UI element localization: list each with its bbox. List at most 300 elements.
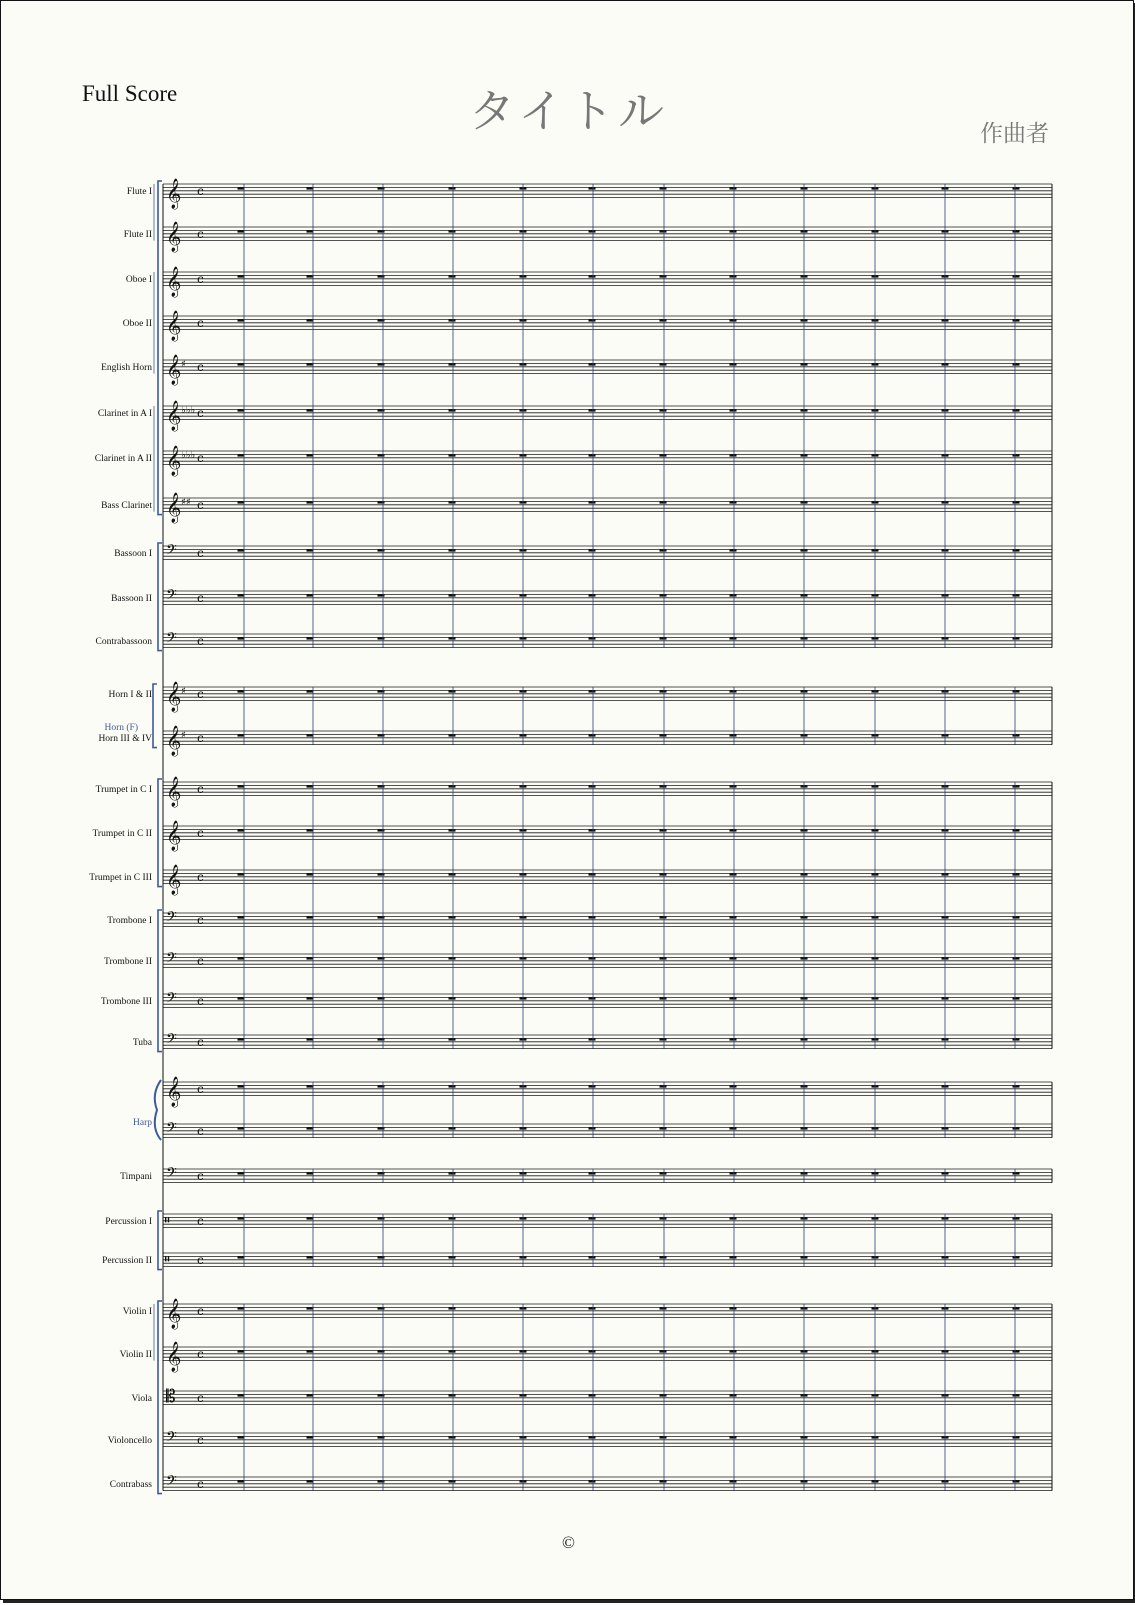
whole-rest: [378, 873, 385, 875]
staff-trumpet-in-c-i: [96, 776, 1052, 808]
whole-rest: [589, 637, 596, 639]
instrument-name: Trombone III: [100, 997, 152, 1007]
whole-rest: [1013, 319, 1020, 321]
whole-rest: [449, 1350, 456, 1352]
whole-rest: [378, 501, 385, 503]
whole-rest: [378, 1256, 385, 1258]
whole-rest: [238, 501, 245, 503]
harp-brace: [155, 1080, 161, 1140]
whole-rest: [660, 1256, 667, 1258]
whole-rest: [307, 1350, 314, 1352]
whole-rest: [589, 829, 596, 831]
whole-rest: [1013, 637, 1020, 639]
time-signature: c: [197, 1253, 204, 1267]
whole-rest: [1013, 409, 1020, 411]
group-bracket: [158, 1211, 162, 1270]
whole-rest: [589, 230, 596, 232]
whole-rest: [449, 916, 456, 918]
time-signature: c: [197, 1477, 204, 1491]
whole-rest: [378, 1127, 385, 1129]
whole-rest: [449, 230, 456, 232]
whole-rest: [238, 1256, 245, 1258]
whole-rest: [238, 690, 245, 692]
group-bracket: [158, 181, 162, 515]
whole-rest: [660, 873, 667, 875]
whole-rest: [660, 916, 667, 918]
whole-rest: [660, 319, 667, 321]
whole-rest: [238, 1350, 245, 1352]
whole-rest: [730, 409, 737, 411]
whole-rest: [307, 230, 314, 232]
time-signature: c: [197, 227, 204, 241]
whole-rest: [1013, 785, 1020, 787]
whole-rest: [730, 594, 737, 596]
staff-timpani: [120, 1165, 1052, 1185]
whole-rest: [378, 1172, 385, 1174]
treble-clef-icon: 𝄞: [166, 493, 182, 523]
staff-tuba: [133, 1031, 1052, 1051]
staff-trombone-iii: [101, 990, 1052, 1010]
whole-rest: [730, 1436, 737, 1438]
treble-clef-icon: 𝄞: [166, 446, 182, 476]
whole-rest: [730, 319, 737, 321]
whole-rest: [589, 1394, 596, 1396]
whole-rest: [449, 409, 456, 411]
whole-rest: [378, 230, 385, 232]
whole-rest: [238, 1307, 245, 1309]
whole-rest: [730, 1480, 737, 1482]
bass-clef-icon: 𝄢: [166, 1429, 177, 1449]
whole-rest: [449, 1217, 456, 1219]
whole-rest: [730, 957, 737, 959]
whole-rest: [378, 785, 385, 787]
whole-rest: [730, 829, 737, 831]
whole-rest: [589, 1127, 596, 1129]
treble-clef-icon: 𝄞: [166, 222, 182, 252]
whole-rest: [238, 957, 245, 959]
whole-rest: [307, 501, 314, 503]
whole-rest: [660, 594, 667, 596]
whole-rest: [589, 319, 596, 321]
whole-rest: [660, 997, 667, 999]
whole-rest: [660, 1350, 667, 1352]
whole-rest: [589, 275, 596, 277]
whole-rest: [238, 319, 245, 321]
whole-rest: [449, 690, 456, 692]
whole-rest: [730, 230, 737, 232]
whole-rest: [449, 1085, 456, 1087]
whole-rest: [378, 275, 385, 277]
whole-rest: [660, 1480, 667, 1482]
whole-rest: [449, 734, 456, 736]
whole-rest: [378, 1436, 385, 1438]
whole-rest: [660, 690, 667, 692]
whole-rest: [660, 1085, 667, 1087]
whole-rest: [378, 594, 385, 596]
time-signature: c: [197, 498, 204, 512]
whole-rest: [307, 594, 314, 596]
whole-rest: [660, 1307, 667, 1309]
time-signature: c: [197, 634, 204, 648]
bass-clef-icon: 𝄢: [166, 630, 177, 650]
whole-rest: [730, 1350, 737, 1352]
whole-rest: [238, 1172, 245, 1174]
whole-rest: [589, 785, 596, 787]
whole-rest: [730, 916, 737, 918]
whole-rest: [1013, 1350, 1020, 1352]
whole-rest: [378, 319, 385, 321]
time-signature: c: [197, 782, 204, 796]
whole-rest: [1013, 454, 1020, 456]
staff-contrabass: [110, 1473, 1052, 1493]
whole-rest: [589, 501, 596, 503]
instrument-name: Oboe I: [125, 275, 152, 285]
whole-rest: [1013, 1127, 1020, 1129]
time-signature: c: [197, 1304, 204, 1318]
whole-rest: [1013, 734, 1020, 736]
time-signature: c: [197, 1082, 204, 1096]
whole-rest: [307, 873, 314, 875]
whole-rest: [307, 319, 314, 321]
whole-rest: [449, 785, 456, 787]
whole-rest: [307, 363, 314, 365]
whole-rest: [378, 916, 385, 918]
whole-rest: [589, 1350, 596, 1352]
treble-clef-icon: 𝄞: [166, 1299, 182, 1329]
whole-rest: [730, 690, 737, 692]
staff-clarinet-in-a-i: [98, 400, 1052, 432]
whole-rest: [660, 409, 667, 411]
whole-rest: [449, 829, 456, 831]
time-signature: c: [197, 591, 204, 605]
whole-rest: [1013, 957, 1020, 959]
whole-rest: [449, 594, 456, 596]
whole-rest: [449, 1172, 456, 1174]
whole-rest: [730, 997, 737, 999]
whole-rest: [730, 363, 737, 365]
whole-rest: [307, 549, 314, 551]
whole-rest: [238, 1085, 245, 1087]
group-bracket: [153, 684, 157, 748]
instrument-name: Percussion II: [102, 1256, 152, 1266]
whole-rest: [1013, 594, 1020, 596]
instrument-name: Viola: [131, 1394, 152, 1404]
whole-rest: [730, 1172, 737, 1174]
whole-rest: [449, 1307, 456, 1309]
whole-rest: [307, 1085, 314, 1087]
staff-flute-ii: [124, 221, 1052, 253]
staff-trombone-i: [107, 909, 1052, 929]
whole-rest: [660, 829, 667, 831]
whole-rest: [449, 319, 456, 321]
key-signature: ♯♯: [181, 497, 191, 508]
whole-rest: [238, 1127, 245, 1129]
key-signature: ♭♭♭: [181, 405, 196, 416]
whole-rest: [1013, 1307, 1020, 1309]
whole-rest: [378, 454, 385, 456]
treble-clef-icon: 𝄞: [166, 726, 182, 756]
time-signature: c: [197, 1169, 204, 1183]
whole-rest: [660, 1217, 667, 1219]
whole-rest: [589, 409, 596, 411]
whole-rest: [449, 873, 456, 875]
whole-rest: [730, 637, 737, 639]
whole-rest: [730, 1085, 737, 1087]
whole-rest: [660, 187, 667, 189]
instrument-name: Flute I: [126, 187, 152, 197]
instrument-name: Contrabassoon: [95, 637, 152, 647]
whole-rest: [449, 1256, 456, 1258]
bass-clef-icon: 𝄢: [166, 950, 177, 970]
whole-rest: [660, 454, 667, 456]
whole-rest: [589, 1256, 596, 1258]
whole-rest: [238, 637, 245, 639]
staff-violoncello: [108, 1429, 1052, 1449]
whole-rest: [238, 187, 245, 189]
whole-rest: [660, 637, 667, 639]
whole-rest: [660, 1394, 667, 1396]
whole-rest: [660, 363, 667, 365]
instrument-name: Trumpet in C II: [92, 829, 152, 839]
score-type-label: Full Score: [82, 81, 178, 106]
whole-rest: [449, 549, 456, 551]
whole-rest: [1013, 1480, 1020, 1482]
whole-rest: [1013, 997, 1020, 999]
time-signature: c: [197, 1124, 204, 1138]
whole-rest: [238, 1038, 245, 1040]
whole-rest: [1013, 275, 1020, 277]
whole-rest: [449, 1436, 456, 1438]
staff-harp-lower: [163, 1120, 1052, 1140]
time-signature: c: [197, 826, 204, 840]
composer-name: 作曲者: [980, 121, 1049, 147]
staff-area: [89, 178, 1052, 1494]
key-signature: ♯: [181, 730, 186, 741]
whole-rest: [378, 734, 385, 736]
treble-clef-icon: 𝄞: [166, 777, 182, 807]
whole-rest: [307, 997, 314, 999]
bass-clef-icon: 𝄢: [166, 1473, 177, 1493]
staff-percussion-ii: [102, 1252, 1052, 1268]
whole-rest: [1013, 187, 1020, 189]
whole-rest: [730, 501, 737, 503]
whole-rest: [307, 275, 314, 277]
whole-rest: [378, 637, 385, 639]
staff-clarinet-in-a-ii: [95, 445, 1052, 477]
whole-rest: [589, 690, 596, 692]
bass-clef-icon: 𝄢: [166, 587, 177, 607]
score-system: [1, 1, 1135, 1605]
treble-clef-icon: 𝄞: [166, 355, 182, 385]
whole-rest: [449, 1038, 456, 1040]
instrument-name: English Horn: [101, 363, 152, 373]
staff-bassoon-ii: [111, 587, 1052, 607]
whole-rest: [660, 1436, 667, 1438]
whole-rest: [238, 997, 245, 999]
whole-rest: [238, 1480, 245, 1482]
whole-rest: [378, 187, 385, 189]
time-signature: c: [197, 451, 204, 465]
whole-rest: [660, 957, 667, 959]
percussion-clef-icon: 𝄥: [165, 1252, 170, 1268]
percussion-clef-icon: 𝄥: [165, 1213, 170, 1229]
whole-rest: [378, 1394, 385, 1396]
whole-rest: [238, 275, 245, 277]
instrument-name: Percussion I: [105, 1217, 152, 1227]
whole-rest: [660, 501, 667, 503]
whole-rest: [307, 690, 314, 692]
whole-rest: [378, 1307, 385, 1309]
whole-rest: [1013, 1038, 1020, 1040]
time-signature: c: [197, 1214, 204, 1228]
whole-rest: [378, 829, 385, 831]
whole-rest: [307, 1256, 314, 1258]
instrument-name: Violoncello: [107, 1436, 152, 1446]
staff-bassoon-i: [114, 542, 1052, 562]
whole-rest: [1013, 1085, 1020, 1087]
instrument-name: Bass Clarinet: [101, 501, 152, 511]
whole-rest: [730, 454, 737, 456]
group-bracket: [158, 543, 162, 651]
whole-rest: [307, 1394, 314, 1396]
whole-rest: [1013, 1256, 1020, 1258]
time-signature: c: [197, 316, 204, 330]
whole-rest: [238, 1217, 245, 1219]
time-signature: c: [197, 1347, 204, 1361]
time-signature: c: [197, 994, 204, 1008]
whole-rest: [660, 1172, 667, 1174]
whole-rest: [589, 187, 596, 189]
time-signature: c: [197, 731, 204, 745]
whole-rest: [378, 409, 385, 411]
alto-clef-icon: 𝄡: [166, 1387, 176, 1407]
staff-trumpet-in-c-ii: [92, 820, 1052, 852]
whole-rest: [1013, 1217, 1020, 1219]
whole-rest: [307, 957, 314, 959]
instrument-name: Flute II: [123, 230, 152, 240]
whole-rest: [449, 637, 456, 639]
staff-violin-i: [123, 1298, 1052, 1330]
whole-rest: [307, 454, 314, 456]
whole-rest: [1013, 230, 1020, 232]
whole-rest: [238, 1394, 245, 1396]
treble-clef-icon: 𝄞: [166, 179, 182, 209]
whole-rest: [589, 1480, 596, 1482]
whole-rest: [238, 594, 245, 596]
whole-rest: [307, 409, 314, 411]
group-bracket: [158, 779, 162, 887]
time-signature: c: [197, 184, 204, 198]
instrument-name: Clarinet in A I: [97, 409, 152, 419]
whole-rest: [238, 873, 245, 875]
whole-rest: [238, 363, 245, 365]
whole-rest: [730, 549, 737, 551]
key-signature: ♯: [181, 359, 186, 370]
instrument-name: Tuba: [132, 1038, 152, 1048]
group-bracket: [158, 1301, 162, 1494]
treble-clef-icon: 𝄞: [166, 821, 182, 851]
whole-rest: [1013, 916, 1020, 918]
whole-rest: [238, 785, 245, 787]
whole-rest: [378, 690, 385, 692]
treble-clef-icon: 𝄞: [166, 1077, 182, 1107]
instrument-name: Clarinet in A II: [94, 454, 152, 464]
whole-rest: [589, 873, 596, 875]
whole-rest: [1013, 1394, 1020, 1396]
time-signature: c: [197, 1433, 204, 1447]
time-signature: c: [197, 870, 204, 884]
score-title: タイトル: [468, 84, 669, 138]
whole-rest: [660, 785, 667, 787]
time-signature: c: [197, 687, 204, 701]
time-signature: c: [197, 272, 204, 286]
staff-oboe-i: [126, 266, 1052, 298]
time-signature: c: [197, 913, 204, 927]
bass-clef-icon: 𝄢: [166, 990, 177, 1010]
copyright-mark: ©: [562, 1533, 575, 1552]
whole-rest: [449, 501, 456, 503]
whole-rest: [449, 275, 456, 277]
whole-rest: [589, 1172, 596, 1174]
instrument-name: Trumpet in C I: [95, 785, 152, 795]
whole-rest: [449, 363, 456, 365]
instrument-name: Violin II: [119, 1350, 152, 1360]
whole-rest: [378, 363, 385, 365]
instrument-name: Horn I & II: [108, 690, 152, 700]
whole-rest: [238, 734, 245, 736]
instrument-name: Trombone II: [104, 957, 152, 967]
whole-rest: [307, 1480, 314, 1482]
whole-rest: [1013, 1436, 1020, 1438]
whole-rest: [589, 1038, 596, 1040]
whole-rest: [238, 829, 245, 831]
key-signature: ♯: [181, 686, 186, 697]
whole-rest: [730, 734, 737, 736]
staff-flute-i: [127, 178, 1052, 210]
staff-contrabassoon: [96, 630, 1052, 650]
whole-rest: [589, 549, 596, 551]
bass-clef-icon: 𝄢: [166, 542, 177, 562]
whole-rest: [660, 549, 667, 551]
whole-rest: [589, 957, 596, 959]
instrument-name: Trombone I: [107, 916, 152, 926]
whole-rest: [1013, 1172, 1020, 1174]
time-signature: c: [197, 1391, 204, 1405]
whole-rest: [1013, 501, 1020, 503]
whole-rest: [307, 1127, 314, 1129]
group-bracket: [158, 910, 162, 1052]
whole-rest: [307, 785, 314, 787]
whole-rest: [1013, 829, 1020, 831]
whole-rest: [238, 454, 245, 456]
whole-rest: [589, 1217, 596, 1219]
treble-clef-icon: 𝄞: [166, 401, 182, 431]
whole-rest: [589, 1085, 596, 1087]
whole-rest: [449, 997, 456, 999]
whole-rest: [660, 734, 667, 736]
staff-horn-i-ii: [108, 681, 1052, 713]
whole-rest: [378, 1350, 385, 1352]
whole-rest: [589, 454, 596, 456]
treble-clef-icon: 𝄞: [166, 865, 182, 895]
bass-clef-icon: 𝄢: [166, 1031, 177, 1051]
instrument-name: Contrabass: [109, 1480, 152, 1490]
bass-clef-icon: 𝄢: [166, 1120, 177, 1140]
whole-rest: [307, 637, 314, 639]
whole-rest: [238, 230, 245, 232]
whole-rest: [307, 1307, 314, 1309]
treble-clef-icon: 𝄞: [166, 267, 182, 297]
